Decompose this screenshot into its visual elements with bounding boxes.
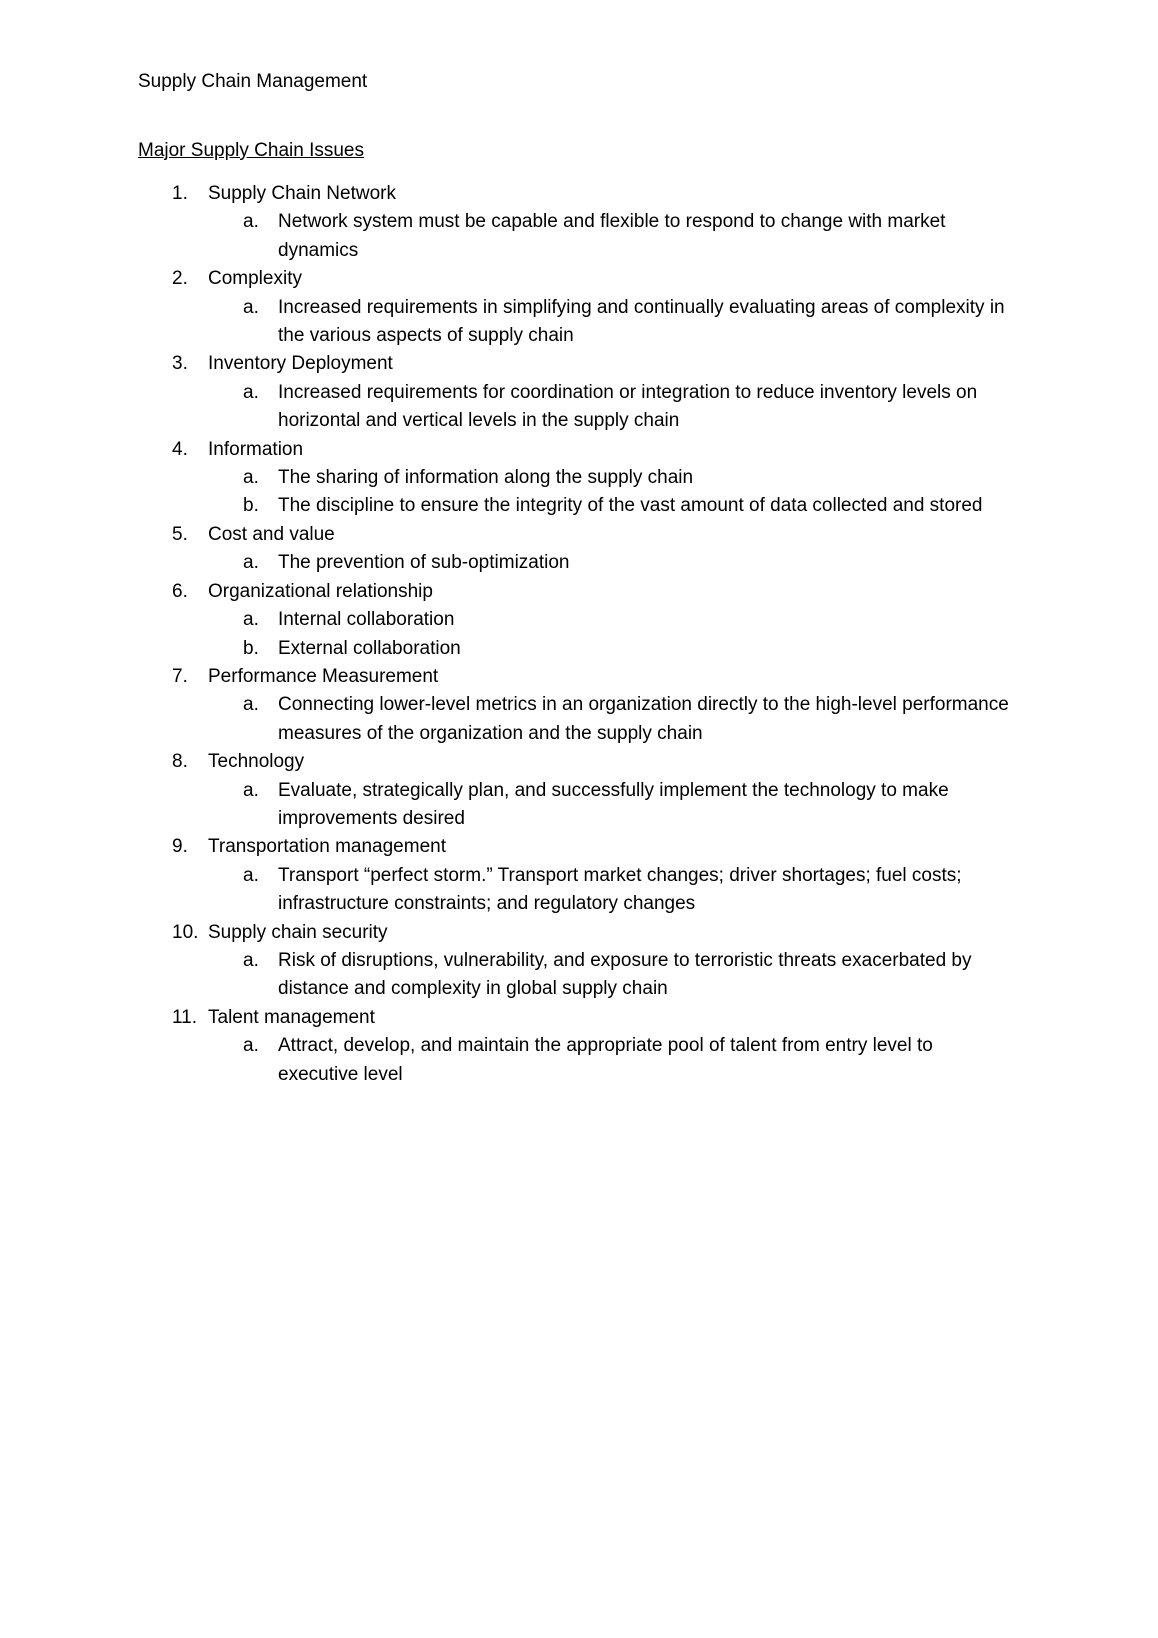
issue-title: Talent management xyxy=(208,1006,375,1028)
issue-number: 9. xyxy=(172,836,188,858)
issue-number: 7. xyxy=(172,665,188,687)
issue-title: Transportation management xyxy=(208,836,446,858)
issue-number: 3. xyxy=(172,353,188,375)
issue-item xyxy=(0,436,1158,521)
issue-item xyxy=(0,180,1158,265)
subpoint-text: Attract, develop, and maintain the appropriate pool of talent from entry level to executive level xyxy=(278,1035,933,1085)
issue-item xyxy=(0,521,1158,578)
issue-title: Supply Chain Network xyxy=(208,183,396,204)
issue-row xyxy=(0,350,1158,378)
subpoint-text: Risk of disruptions, vulnerability, and exposure to terroristic threats exacerbated by distance and complexity in global supply chain xyxy=(278,949,972,1000)
issue-item xyxy=(0,1004,1158,1089)
subpoint-item xyxy=(0,691,1158,748)
subpoint-letter: a. xyxy=(243,949,259,971)
subpoint-letter: a. xyxy=(243,864,259,886)
issue-item xyxy=(0,350,1158,435)
subpoint-letter: a. xyxy=(243,609,259,631)
subpoint-letter: a. xyxy=(243,467,259,489)
subpoint-text: Network system must be capable and flexible to respond to change with market dynamics xyxy=(278,211,946,261)
issue-item xyxy=(0,663,1158,748)
subpoint-letter: b. xyxy=(243,495,259,517)
issue-row xyxy=(0,919,1158,947)
issue-title: Organizational relationship xyxy=(208,580,433,602)
issue-number: 5. xyxy=(172,523,188,545)
subpoint-text: Increased requirements for coordination or integration to reduce inventory levels on horizontal and vertical levels in the supply chain xyxy=(278,381,978,432)
subpoint-text: Evaluate, strategically plan, and successfully implement the technology to make improvements desired xyxy=(278,779,949,829)
section-heading: Major Supply Chain Issues xyxy=(138,140,364,161)
issue-number: 8. xyxy=(172,751,188,773)
subpoint-item xyxy=(0,947,1158,1004)
subpoint-text: Internal collaboration xyxy=(278,609,455,631)
subpoint-item xyxy=(0,208,1158,265)
issue-title: Technology xyxy=(208,751,305,773)
subpoint-item xyxy=(0,1032,1158,1089)
issue-row xyxy=(0,748,1158,776)
subpoint-letter: b. xyxy=(243,637,259,659)
subpoint-text: Transport “perfect storm.” Transport market changes; driver shortages; fuel costs; infrastructure constraints; and regulatory changes xyxy=(278,864,962,915)
subpoint-letter: a. xyxy=(243,694,259,716)
issue-title: Cost and value xyxy=(208,523,335,545)
subpoint-text: Connecting lower-level metrics in an organization directly to the high-level performance measures of the organization and the supply chain xyxy=(278,694,1009,744)
issue-list xyxy=(0,180,1158,1089)
subpoint-text: Increased requirements in simplifying and continually evaluating areas of complexity in the various aspects of supply chain xyxy=(278,296,1005,347)
subpoint-item xyxy=(0,862,1158,919)
issue-item xyxy=(0,578,1158,663)
issue-number: 6. xyxy=(172,580,188,602)
issue-title: Performance Measurement xyxy=(208,665,439,687)
issue-number: 4. xyxy=(172,438,188,460)
subpoint-item xyxy=(0,777,1158,834)
issue-row xyxy=(0,1004,1158,1032)
issue-number: 11. xyxy=(172,1006,198,1028)
issue-row xyxy=(0,180,1158,208)
document-title: Supply Chain Management xyxy=(138,71,368,92)
subpoint-letter: a. xyxy=(243,779,259,801)
issue-row xyxy=(0,265,1158,293)
subpoint-item xyxy=(0,606,1158,634)
subpoint-item xyxy=(0,549,1158,577)
issue-item xyxy=(0,748,1158,833)
issue-number: 10. xyxy=(172,921,199,943)
issue-item xyxy=(0,833,1158,918)
subpoint-letter: a. xyxy=(243,381,259,403)
subpoint-item xyxy=(0,294,1158,351)
issue-row xyxy=(0,833,1158,861)
subpoint-letter: a. xyxy=(243,552,259,574)
issue-number: 1. xyxy=(172,183,188,204)
issue-title: Complexity xyxy=(208,268,302,290)
subpoint-text: External collaboration xyxy=(278,637,461,659)
subpoint-item xyxy=(0,464,1158,492)
subpoint-text: The sharing of information along the supply chain xyxy=(278,467,694,489)
subpoint-text: The discipline to ensure the integrity of the vast amount of data collected and stored xyxy=(278,495,983,517)
subpoint-letter: a. xyxy=(243,1035,259,1057)
issue-title: Supply chain security xyxy=(208,921,388,943)
issue-row xyxy=(0,436,1158,464)
subpoint-text: The prevention of sub-optimization xyxy=(278,552,570,574)
issue-row xyxy=(0,578,1158,606)
subpoint-item xyxy=(0,379,1158,436)
issue-item xyxy=(0,265,1158,350)
subpoint-item xyxy=(0,492,1158,520)
issue-number: 2. xyxy=(172,268,188,290)
issue-title: Information xyxy=(208,438,304,460)
issue-title: Inventory Deployment xyxy=(208,353,393,375)
subpoint-item xyxy=(0,635,1158,663)
subpoint-letter: a. xyxy=(243,211,259,233)
subpoint-letter: a. xyxy=(243,296,259,318)
issue-row xyxy=(0,663,1158,691)
issue-item xyxy=(0,919,1158,1004)
issue-row xyxy=(0,521,1158,549)
